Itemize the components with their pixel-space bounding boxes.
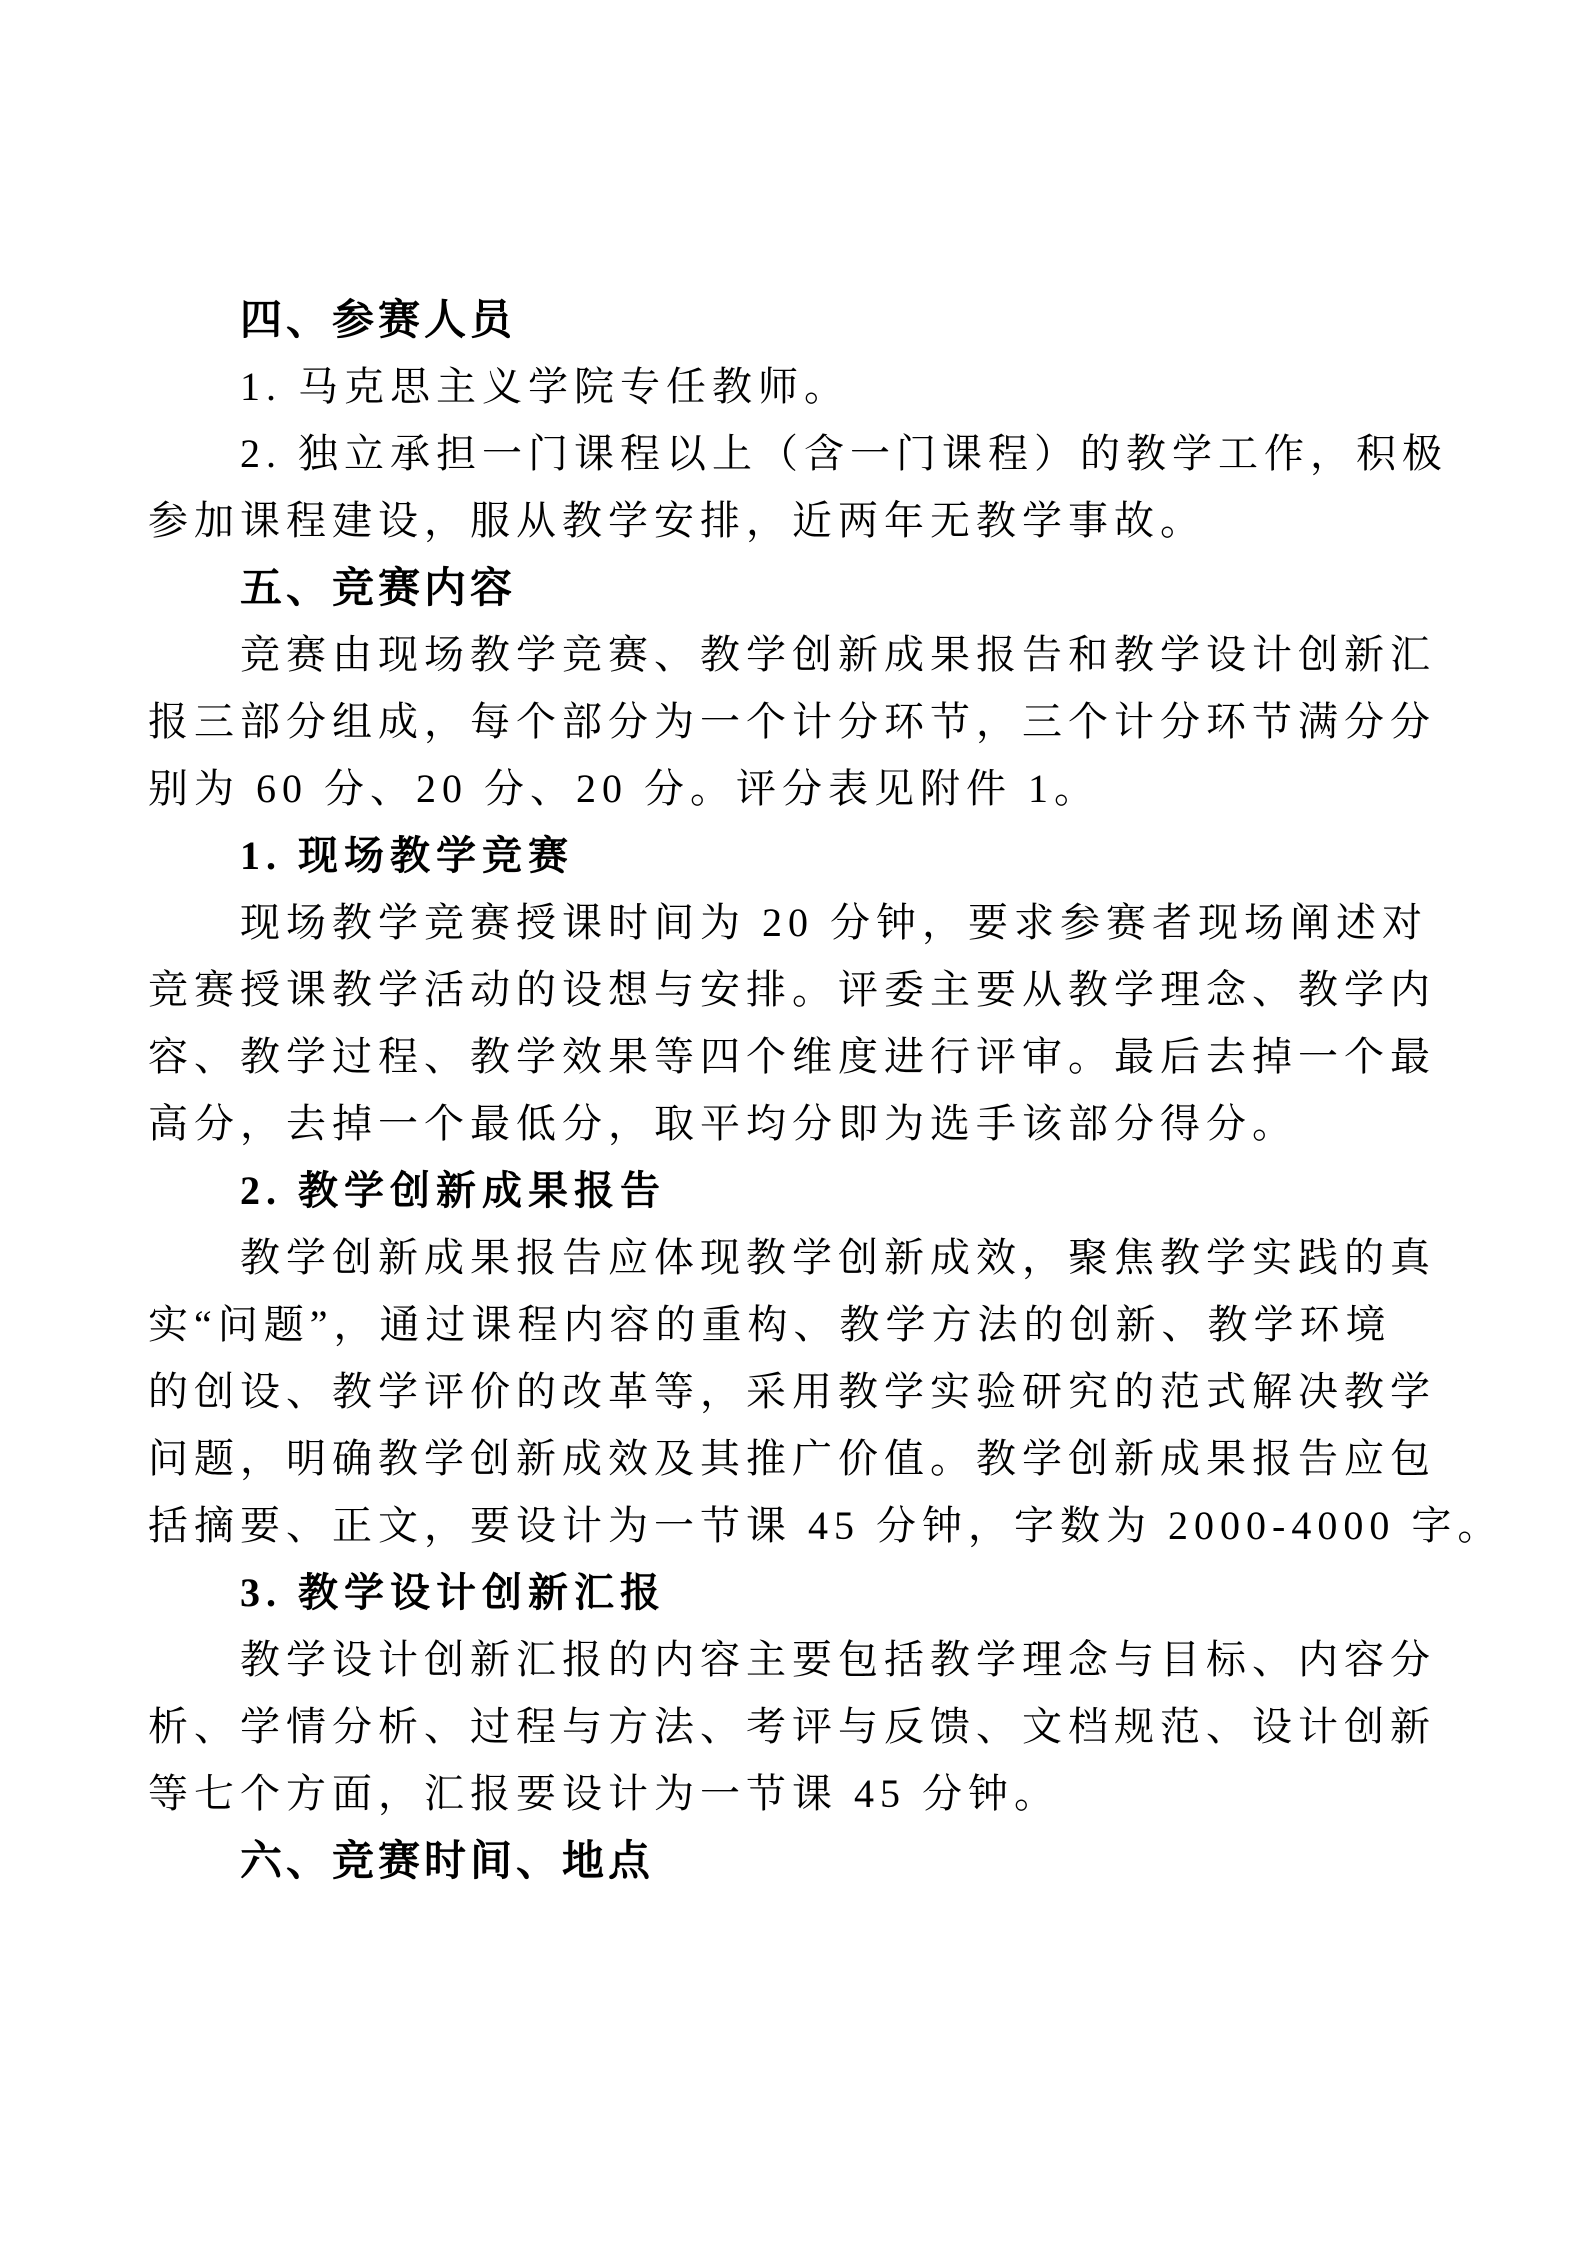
paragraph-line: 析、学情分析、过程与方法、考评与反馈、文档规范、设计创新 — [148, 1704, 1436, 1749]
paragraph-line: 问题，明确教学创新成效及其推广价值。教学创新成果报告应包 — [148, 1436, 1436, 1481]
paragraph-line: 教学设计创新汇报的内容主要包括教学理念与目标、内容分 — [240, 1637, 1436, 1682]
paragraph-line: 现场教学竞赛授课时间为 20 分钟，要求参赛者现场阐述对 — [240, 900, 1428, 945]
paragraph-line: 等七个方面，汇报要设计为一节课 45 分钟。 — [148, 1771, 1060, 1816]
paragraph-line: 高分，去掉一个最低分，取平均分即为选手该部分得分。 — [148, 1101, 1298, 1146]
paragraph-line: 教学创新成果报告应体现教学创新成效，聚焦教学实践的真 — [240, 1235, 1436, 1280]
section-heading-4: 四、参赛人员 — [240, 296, 517, 343]
paragraph-line: 实“问题”，通过课程内容的重构、教学方法的创新、教学环境 — [148, 1302, 1392, 1347]
paragraph-line: 括摘要、正文，要设计为一节课 45 分钟，字数为 2000-4000 字。 — [148, 1503, 1504, 1548]
paragraph-line: 报三部分组成，每个部分为一个计分环节，三个计分环节满分分 — [148, 699, 1436, 744]
paragraph-line: 的创设、教学评价的改革等，采用教学实验研究的范式解决教学 — [148, 1369, 1436, 1414]
section-heading-5: 五、竞赛内容 — [240, 564, 517, 611]
paragraph-line: 别为 60 分、20 分、20 分。评分表见附件 1。 — [148, 766, 1100, 811]
paragraph-line: 容、教学过程、教学效果等四个维度进行评审。最后去掉一个最 — [148, 1034, 1436, 1079]
paragraph-line: 2. 独立承担一门课程以上（含一门课程）的教学工作，积极 — [240, 431, 1448, 476]
subheading-design-presentation: 3. 教学设计创新汇报 — [240, 1570, 666, 1615]
section-heading-6: 六、竞赛时间、地点 — [240, 1837, 655, 1884]
paragraph-line: 参加课程建设，服从教学安排，近两年无教学事故。 — [148, 498, 1206, 543]
paragraph-line: 竞赛授课教学活动的设想与安排。评委主要从教学理念、教学内 — [148, 967, 1436, 1012]
paragraph-line: 1. 马克思主义学院专任教师。 — [240, 364, 850, 409]
paragraph-line: 竞赛由现场教学竞赛、教学创新成果报告和教学设计创新汇 — [240, 632, 1436, 677]
subheading-innovation-report: 2. 教学创新成果报告 — [240, 1168, 666, 1213]
subheading-live-teaching: 1. 现场教学竞赛 — [240, 833, 574, 878]
